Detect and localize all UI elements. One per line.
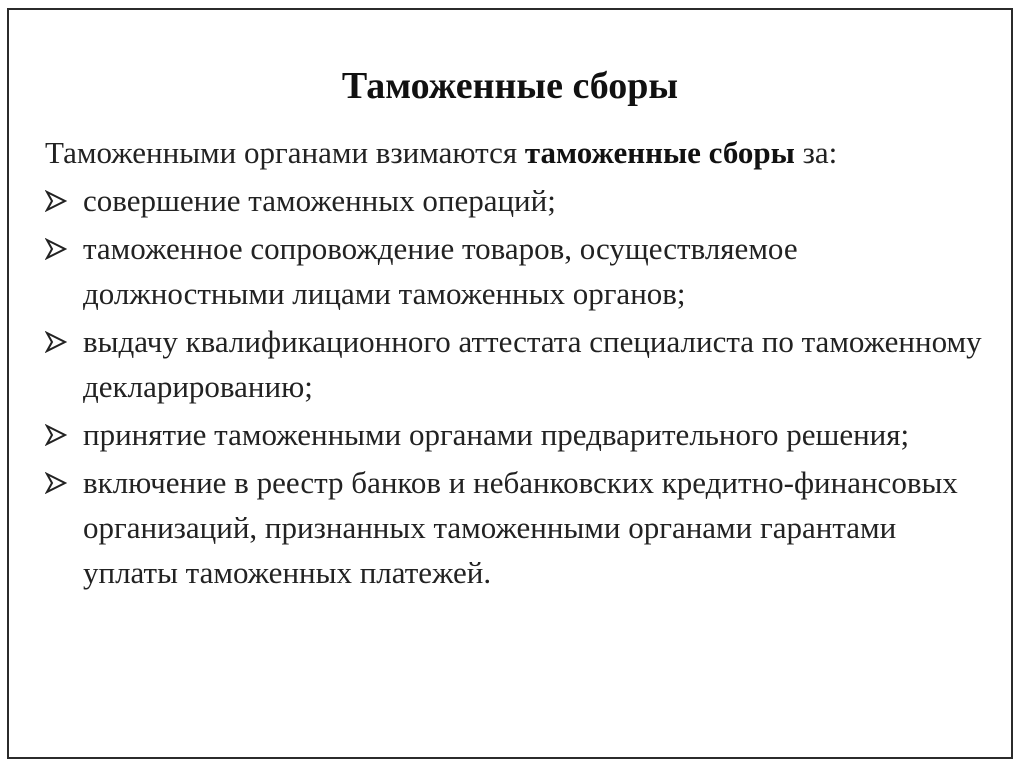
list-item [45,226,995,316]
list-item-text: таможенное сопровождение товаров, осуществляемое должностными лицами таможенных органов; [83,231,798,311]
arrowhead-bullet-icon [45,412,77,457]
arrowhead-bullet-icon [45,226,77,271]
intro-before: Таможенными органами взимаются [45,135,525,170]
fees-list [45,178,995,598]
list-item [45,319,995,409]
slide-frame [7,8,1013,759]
list-item-text: выдачу квалификационного аттестата специалиста по таможенному декларированию; [83,324,982,404]
intro-bold-term: таможенные сборы [524,135,795,170]
arrowhead-bullet-icon [45,319,77,364]
list-item [45,412,995,457]
arrowhead-bullet-icon [45,178,77,223]
arrowhead-bullet-icon [45,460,77,505]
intro-after: за: [794,135,838,170]
list-item-text: принятие таможенными органами предварительного решения; [83,417,910,452]
list-item-text: включение в реестр банков и небанковских кредитно-финансовых организаций, признанных таможенными органами гарантами уплаты таможенных платежей. [83,465,958,590]
intro-text [45,130,995,175]
list-item [45,460,995,595]
slide-title: Таможенные сборы [341,65,679,107]
list-item-text: совершение таможенных операций; [83,183,556,218]
list-item [45,178,995,223]
